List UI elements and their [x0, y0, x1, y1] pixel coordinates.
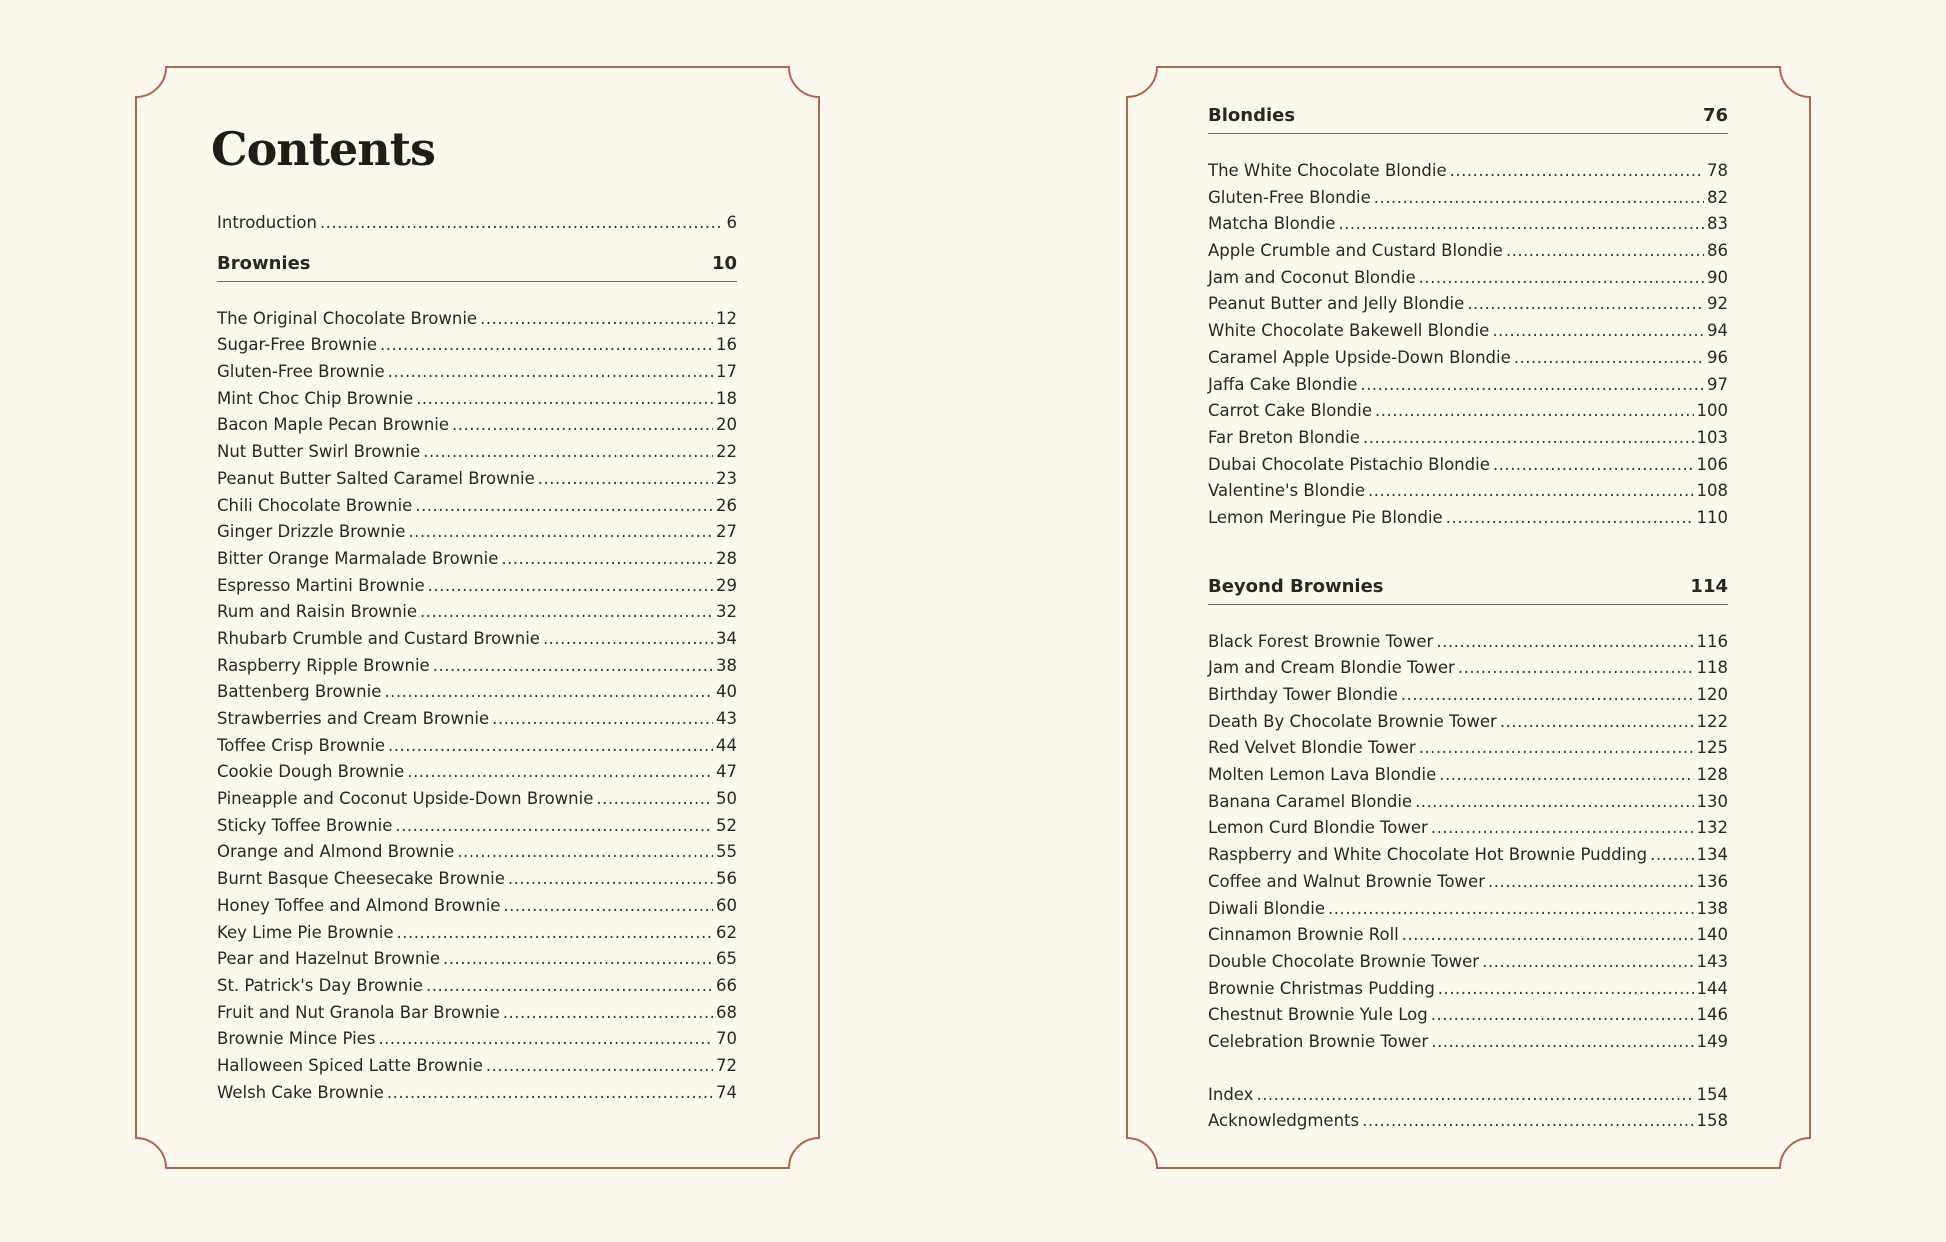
toc-entry-label: Pear and Hazelnut Brownie — [217, 949, 441, 969]
toc-entry[interactable] — [217, 466, 737, 493]
toc-entry-page: 52 — [716, 815, 737, 835]
toc-entry-page: 12 — [716, 308, 737, 328]
toc-entry[interactable] — [1208, 265, 1728, 292]
toc-entry[interactable] — [1208, 1082, 1728, 1109]
toc-entry[interactable] — [217, 920, 737, 947]
toc-entry-page: 78 — [1707, 161, 1728, 180]
leader-dots — [1446, 505, 1694, 532]
leader-dots — [1419, 735, 1694, 762]
toc-entry-label: Double Chocolate Brownie Tower — [1208, 951, 1480, 971]
leader-dots — [1450, 158, 1704, 185]
section-heading-brownies[interactable] — [217, 251, 737, 282]
toc-entry[interactable] — [217, 412, 737, 439]
toc-entry-page: 38 — [716, 655, 737, 675]
leader-dots — [388, 359, 713, 386]
toc-entry-label: Rhubarb Crumble and Custard Brownie — [217, 628, 540, 648]
toc-entry-label: Ginger Drizzle Brownie — [217, 522, 406, 542]
toc-entry-label: Raspberry and White Chocolate Hot Brownie Pudding — [1208, 845, 1648, 865]
toc-entry[interactable] — [217, 573, 737, 600]
toc-entry-page: 94 — [1707, 321, 1728, 341]
toc-entry-label: Jaffa Cake Blondie — [1208, 374, 1358, 394]
toc-entry-label: Gluten-Free Brownie — [217, 362, 385, 382]
toc-entry[interactable] — [1208, 345, 1728, 372]
toc-entry[interactable] — [1208, 735, 1728, 762]
leader-dots — [1482, 949, 1693, 976]
brownies-list — [217, 306, 737, 1107]
toc-entry-label: The White Chocolate Blondie — [1208, 161, 1447, 180]
toc-entry-page: 92 — [1707, 294, 1728, 314]
leader-dots — [492, 706, 713, 733]
toc-entry[interactable] — [217, 813, 737, 840]
toc-entry[interactable] — [1208, 425, 1728, 452]
toc-entry[interactable] — [217, 386, 737, 413]
toc-entry[interactable] — [1208, 452, 1728, 479]
toc-entry-page: 108 — [1696, 481, 1728, 501]
toc-entry-label: Banana Caramel Blondie — [1208, 791, 1413, 811]
page-title: Contents — [211, 122, 435, 176]
leader-dots — [508, 866, 713, 893]
toc-entry-label: Rum and Raisin Brownie — [217, 602, 417, 622]
toc-entry-label: Bitter Orange Marmalade Brownie — [217, 548, 499, 568]
toc-entry-label: Espresso Martini Brownie — [217, 575, 425, 595]
toc-entry-page: 56 — [716, 869, 737, 889]
toc-entry[interactable] — [1208, 372, 1728, 399]
leader-dots — [1458, 655, 1694, 682]
toc-entry-page: 143 — [1696, 951, 1728, 971]
toc-entry[interactable] — [217, 1080, 737, 1107]
toc-entry-label: Sugar-Free Brownie — [217, 335, 377, 355]
toc-entry-label: Cookie Dough Brownie — [217, 762, 405, 782]
leader-dots — [387, 1080, 713, 1107]
toc-entry-page: 122 — [1696, 711, 1728, 731]
leader-dots — [1493, 452, 1694, 479]
toc-entry[interactable] — [1208, 655, 1728, 682]
leader-dots — [1431, 1029, 1693, 1056]
leader-dots — [415, 493, 713, 520]
leader-dots — [1375, 398, 1693, 425]
toc-entry-label: Celebration Brownie Tower — [1208, 1031, 1429, 1051]
toc-entry[interactable] — [1208, 629, 1728, 656]
toc-entry-page: 138 — [1696, 898, 1728, 918]
toc-entry-page: 27 — [716, 522, 737, 542]
leader-dots — [1436, 629, 1693, 656]
toc-entry-label: Nut Butter Swirl Brownie — [217, 442, 421, 462]
toc-entry-page: 96 — [1707, 347, 1728, 367]
toc-entry-page: 74 — [716, 1082, 737, 1102]
toc-entry-page: 47 — [716, 762, 737, 782]
toc-entry[interactable] — [217, 599, 737, 626]
left-page — [136, 67, 819, 1168]
toc-entry-page: 134 — [1696, 845, 1728, 865]
leader-dots — [423, 439, 713, 466]
toc-entry-label: Diwali Blondie — [1208, 898, 1325, 918]
toc-entry-label: Coffee and Walnut Brownie Tower — [1208, 871, 1485, 891]
leader-dots — [1650, 842, 1693, 869]
section-heading-blondies[interactable] — [1208, 103, 1728, 134]
beyond-brownies-list — [1208, 629, 1728, 1056]
leader-dots — [1362, 1108, 1693, 1135]
toc-entry[interactable] — [1208, 869, 1728, 896]
toc-entry-label: Mint Choc Chip Brownie — [217, 388, 414, 408]
leader-dots — [384, 679, 713, 706]
toc-entry-label: Jam and Coconut Blondie — [1208, 267, 1416, 287]
toc-entry-label: Honey Toffee and Almond Brownie — [217, 895, 501, 915]
leader-dots — [538, 466, 713, 493]
toc-entry-label: Orange and Almond Brownie — [217, 842, 455, 862]
toc-entry-page: 40 — [716, 682, 737, 702]
toc-entry-label: The Original Chocolate Brownie — [217, 308, 478, 328]
toc-entry-label: St. Patrick's Day Brownie — [217, 975, 423, 995]
toc-entry[interactable] — [1208, 789, 1728, 816]
toc-entry[interactable] — [1208, 842, 1728, 869]
toc-entry-label: Welsh Cake Brownie — [217, 1082, 384, 1102]
toc-entry[interactable] — [1208, 478, 1728, 505]
toc-entry-label: Acknowledgments — [1208, 1111, 1360, 1131]
blondies-list — [1208, 158, 1728, 532]
section-page: 114 — [1690, 575, 1728, 597]
leader-dots — [395, 813, 713, 840]
toc-entry[interactable] — [217, 866, 737, 893]
toc-entry-page: 28 — [716, 548, 737, 568]
toc-entry[interactable] — [217, 1026, 737, 1053]
toc-entry-label: Index — [1208, 1084, 1254, 1104]
toc-entry-page: 26 — [716, 495, 737, 515]
toc-entry-label: Apple Crumble and Custard Blondie — [1208, 241, 1503, 261]
toc-entry[interactable] — [1208, 238, 1728, 265]
leader-dots — [1439, 762, 1693, 789]
toc-entry[interactable] — [217, 493, 737, 520]
leader-dots — [1431, 1002, 1694, 1029]
toc-entry-label: Red Velvet Blondie Tower — [1208, 738, 1416, 758]
section-page: 76 — [1702, 105, 1728, 126]
toc-entry[interactable] — [217, 546, 737, 573]
leader-dots — [1402, 922, 1694, 949]
toc-entry[interactable] — [1208, 976, 1728, 1003]
toc-entry-page: 146 — [1696, 1005, 1728, 1025]
toc-entry-page: 118 — [1696, 658, 1728, 678]
toc-entry-page: 128 — [1696, 765, 1728, 785]
toc-entry-page: 23 — [716, 468, 737, 488]
toc-entry-page: 22 — [716, 442, 737, 462]
section-title: Beyond Brownies — [1208, 575, 1384, 597]
leader-dots — [596, 786, 713, 813]
toc-entry[interactable] — [1208, 1029, 1728, 1056]
toc-entry-page: 97 — [1707, 374, 1728, 394]
toc-entry[interactable] — [217, 893, 737, 920]
toc-entry[interactable] — [217, 679, 737, 706]
toc-entry-page: 68 — [716, 1002, 737, 1022]
toc-entry[interactable] — [217, 786, 737, 813]
toc-entry-label: Matcha Blondie — [1208, 214, 1336, 234]
toc-entry[interactable] — [1208, 922, 1728, 949]
leader-dots — [426, 973, 713, 1000]
leader-dots — [320, 210, 724, 237]
toc-entry-page: 86 — [1707, 241, 1728, 261]
toc-entry[interactable] — [217, 839, 737, 866]
leader-dots — [433, 653, 713, 680]
section-title: Blondies — [1208, 105, 1296, 126]
leader-dots — [1500, 709, 1694, 736]
toc-entry-page: 110 — [1696, 507, 1728, 527]
toc-entry-label: Halloween Spiced Latte Brownie — [217, 1055, 483, 1075]
toc-entry-label: Pineapple and Coconut Upside-Down Brownie — [217, 789, 594, 809]
toc-entry-label: Lemon Meringue Pie Blondie — [1208, 507, 1443, 527]
toc-entry-page: 55 — [716, 842, 737, 862]
leader-dots — [420, 599, 713, 626]
leader-dots — [397, 920, 714, 947]
toc-entry[interactable] — [217, 626, 737, 653]
toc-entry[interactable] — [1208, 1108, 1728, 1135]
leader-dots — [1467, 291, 1704, 318]
toc-entry-label: Carrot Cake Blondie — [1208, 401, 1373, 421]
toc-entry[interactable] — [1208, 185, 1728, 212]
leader-dots — [378, 1026, 713, 1053]
leader-dots — [503, 893, 713, 920]
toc-entry-label: Lemon Curd Blondie Tower — [1208, 818, 1428, 838]
leader-dots — [1338, 211, 1704, 238]
toc-entry-page: 154 — [1696, 1084, 1728, 1104]
toc-entry-page: 34 — [716, 628, 737, 648]
toc-entry-page: 158 — [1696, 1111, 1728, 1131]
toc-entry-page: 70 — [716, 1029, 737, 1049]
toc-entry-label: White Chocolate Bakewell Blondie — [1208, 321, 1490, 341]
toc-entry-label: Toffee Crisp Brownie — [217, 735, 386, 755]
leader-dots — [428, 573, 713, 600]
toc-entry-label: Valentine's Blondie — [1208, 481, 1366, 501]
toc-entry[interactable] — [1208, 709, 1728, 736]
leader-dots — [452, 412, 713, 439]
right-page — [1127, 67, 1810, 1168]
leader-dots — [1256, 1082, 1693, 1109]
toc-entry[interactable] — [217, 706, 737, 733]
leader-dots — [457, 839, 713, 866]
toc-entry[interactable] — [217, 519, 737, 546]
toc-entry-label: Key Lime Pie Brownie — [217, 922, 394, 942]
toc-entry-page: 100 — [1696, 401, 1728, 421]
toc-entry-label: Death By Chocolate Brownie Tower — [1208, 711, 1497, 731]
leader-dots — [380, 332, 713, 359]
toc-entry-label: Cinnamon Brownie Roll — [1208, 925, 1399, 945]
toc-entry-page: 82 — [1707, 187, 1728, 207]
toc-entry-page: 32 — [716, 602, 737, 622]
toc-entry-label: Brownie Mince Pies — [217, 1029, 376, 1049]
toc-entry-label: Strawberries and Cream Brownie — [217, 709, 490, 728]
toc-entry-page: 44 — [716, 735, 737, 755]
toc-entry-label: Birthday Tower Blondie — [1208, 685, 1398, 704]
toc-entry[interactable] — [217, 973, 737, 1000]
leader-dots — [1360, 372, 1704, 399]
toc-entry[interactable] — [1208, 1002, 1728, 1029]
back-matter-list — [1208, 1082, 1728, 1135]
leader-dots — [1374, 185, 1704, 212]
toc-entry[interactable] — [217, 946, 737, 973]
toc-entry-label: Gluten-Free Blondie — [1208, 187, 1371, 207]
leader-dots — [501, 546, 713, 573]
toc-entry-page: 136 — [1696, 871, 1728, 891]
toc-entry-page: 103 — [1696, 427, 1728, 447]
toc-entry[interactable] — [1208, 211, 1728, 238]
leader-dots — [388, 733, 713, 760]
toc-entry-label: Fruit and Nut Granola Bar Brownie — [217, 1002, 500, 1022]
leader-dots — [1492, 318, 1704, 345]
leader-dots — [1368, 478, 1693, 505]
toc-entry-page: 149 — [1696, 1031, 1728, 1051]
toc-entry-label: Far Breton Blondie — [1208, 427, 1360, 447]
toc-entry-page: 132 — [1696, 818, 1728, 838]
toc-entry-page: 18 — [716, 388, 737, 408]
toc-entry[interactable] — [217, 439, 737, 466]
toc-entry[interactable] — [1208, 762, 1728, 789]
toc-entry-page: 140 — [1696, 925, 1728, 945]
leader-dots — [1506, 238, 1704, 265]
toc-entry-page: 83 — [1707, 214, 1728, 234]
leader-dots — [1488, 869, 1694, 896]
toc-entry[interactable] — [1208, 682, 1728, 709]
toc-entry-page: 72 — [716, 1055, 737, 1075]
leader-dots — [1431, 815, 1694, 842]
toc-entry-label: Raspberry Ripple Brownie — [217, 655, 430, 675]
leader-dots — [480, 306, 713, 333]
toc-entry[interactable] — [1208, 291, 1728, 318]
toc-entry-page: 116 — [1696, 631, 1728, 651]
leader-dots — [1514, 345, 1704, 372]
toc-entry[interactable] — [217, 359, 737, 386]
leader-dots — [443, 946, 713, 973]
toc-entry-page: 43 — [716, 709, 737, 728]
toc-entry[interactable] — [217, 306, 737, 333]
contents-list-right — [1208, 103, 1728, 1135]
toc-entry[interactable] — [217, 653, 737, 680]
toc-entry-page: 60 — [716, 895, 737, 915]
toc-entry-page: 6 — [726, 213, 737, 232]
section-title: Brownies — [217, 252, 311, 274]
leader-dots — [1419, 265, 1704, 292]
toc-entry-label: Molten Lemon Lava Blondie — [1208, 765, 1437, 785]
toc-entry-label: Chestnut Brownie Yule Log — [1208, 1005, 1428, 1025]
toc-entry-page: 106 — [1696, 454, 1728, 474]
toc-entry-label: Peanut Butter and Jelly Blondie — [1208, 294, 1465, 314]
toc-entry-introduction[interactable] — [217, 210, 737, 237]
toc-entry[interactable] — [217, 332, 737, 359]
toc-entry-label: Peanut Butter Salted Caramel Brownie — [217, 468, 535, 488]
leader-dots — [486, 1053, 713, 1080]
toc-entry-page: 144 — [1696, 978, 1728, 998]
toc-entry-page: 62 — [716, 922, 737, 942]
toc-entry-page: 66 — [716, 975, 737, 995]
leader-dots — [407, 759, 713, 786]
leader-dots — [1438, 976, 1694, 1003]
toc-entry[interactable] — [1208, 505, 1728, 532]
toc-entry-label: Introduction — [217, 213, 317, 232]
leader-dots — [543, 626, 713, 653]
toc-entry-label: Dubai Chocolate Pistachio Blondie — [1208, 454, 1490, 474]
leader-dots — [416, 386, 713, 413]
toc-entry-label: Brownie Christmas Pudding — [1208, 978, 1435, 998]
toc-entry[interactable] — [1208, 896, 1728, 923]
toc-entry-page: 90 — [1707, 267, 1728, 287]
toc-entry-page: 16 — [716, 335, 737, 355]
toc-entry[interactable] — [217, 733, 737, 760]
toc-entry[interactable] — [217, 1053, 737, 1080]
toc-entry-label: Black Forest Brownie Tower — [1208, 631, 1434, 651]
leader-dots — [1328, 896, 1694, 923]
leader-dots — [1401, 682, 1694, 709]
toc-entry-label: Burnt Basque Cheesecake Brownie — [217, 869, 505, 889]
toc-entry[interactable] — [1208, 398, 1728, 425]
leader-dots — [408, 519, 713, 546]
toc-entry[interactable] — [217, 759, 737, 786]
contents-list-left — [217, 210, 737, 1106]
toc-entry-page: 20 — [716, 415, 737, 435]
toc-entry[interactable] — [1208, 158, 1728, 185]
toc-entry-label: Jam and Cream Blondie Tower — [1208, 658, 1455, 678]
toc-entry-page: 17 — [716, 362, 737, 382]
leader-dots — [503, 1000, 713, 1027]
toc-entry-page: 29 — [716, 575, 737, 595]
leader-dots — [1363, 425, 1694, 452]
leader-dots — [1415, 789, 1693, 816]
section-heading-beyond-brownies[interactable] — [1208, 574, 1728, 605]
toc-entry[interactable] — [1208, 815, 1728, 842]
toc-entry-page: 120 — [1696, 685, 1728, 704]
toc-entry[interactable] — [217, 1000, 737, 1027]
toc-entry[interactable] — [1208, 949, 1728, 976]
toc-entry-page: 130 — [1696, 791, 1728, 811]
toc-entry-label: Chili Chocolate Brownie — [217, 495, 413, 515]
section-page: 10 — [711, 252, 737, 274]
toc-entry-page: 125 — [1696, 738, 1728, 758]
toc-entry-label: Caramel Apple Upside-Down Blondie — [1208, 347, 1511, 367]
toc-entry-label: Battenberg Brownie — [217, 682, 382, 702]
toc-entry-page: 65 — [716, 949, 737, 969]
toc-entry-label: Bacon Maple Pecan Brownie — [217, 415, 450, 435]
toc-entry-page: 50 — [716, 789, 737, 809]
toc-entry-label: Sticky Toffee Brownie — [217, 815, 393, 835]
toc-entry[interactable] — [1208, 318, 1728, 345]
